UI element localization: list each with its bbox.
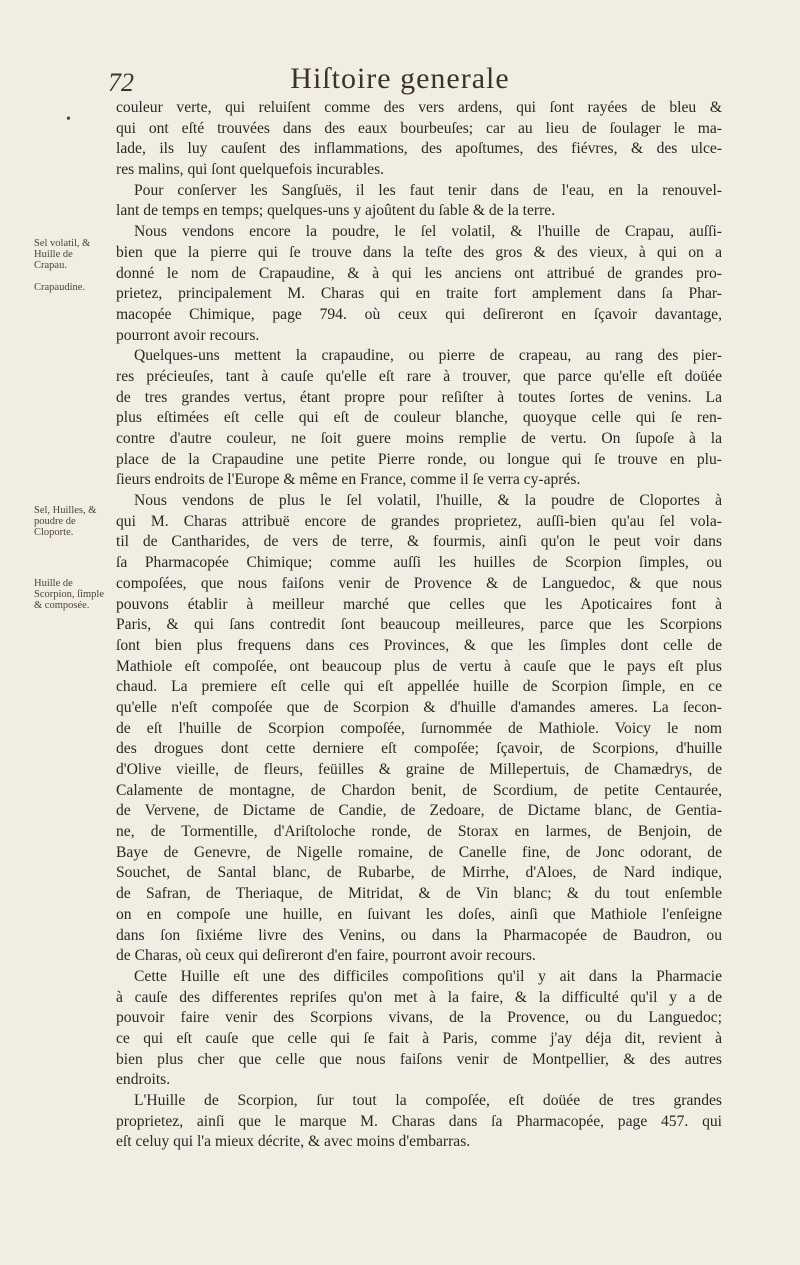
text-line: Mathiole eſt compoſée, ont beaucoup plus de vertu à cauſe que le pays eſt plus	[116, 657, 722, 675]
running-title: Hiſtoire generale	[290, 62, 510, 95]
text-line: Nous vendons de plus le ſel volatil, l'huille, & la poudre de Cloportes à	[134, 492, 722, 510]
text-line: res malins, qui ſont quelquefois incurables.	[116, 161, 385, 179]
text-line: Calamente de montagne, de Chardon benit, de Scordium, de petite Centaurée,	[116, 781, 722, 799]
text-line: res précieuſes, tant à cauſe qu'elle eſt rare à trouver, que parce qu'elle eſt doüée	[116, 367, 722, 385]
text-line: ce qui eſt cauſe que celle qui ſe fait à Paris, comme j'ay déja dit, revient à	[116, 1029, 722, 1047]
text-line: eſt celuy qui l'a mieux décrite, & avec moins d'embarras.	[116, 1133, 471, 1151]
text-line: de Vervene, de Dictame de Candie, de Zedoare, de Dictame blanc, de Gentia-	[116, 802, 722, 820]
text-line: Pour conſerver les Sangſuës, il les faut tenir dans de l'eau, en la renouvel-	[134, 181, 722, 199]
text-line: place de la Crapaudine une petite Pierre ronde, ou longue qui ſe trouve en plu-	[116, 450, 722, 468]
text-line: lant de temps en temps; quelques-uns y ajoûtent du ſable & de la terre.	[116, 202, 556, 220]
text-line: Quelques-uns mettent la crapaudine, ou pierre de crapeau, au rang des pier-	[134, 347, 722, 365]
margin-note: Huille de Scorpion, ſimple & composée.	[34, 578, 104, 611]
text-line: de tres grandes vertus, étant propre pour reſiſter à toutes ſortes de venins. La	[116, 388, 722, 406]
text-line: Cette Huille eſt une des difficiles compoſitions qu'il y ait dans la Pharmacie	[134, 967, 722, 985]
text-line: qui ont eſté trouvées dans des eaux bourbeuſes; car au lieu de ſoulager le ma-	[116, 119, 722, 137]
text-line: qui M. Charas attribuë encore de grandes proprietez, auſſi-bien qu'au ſel vola-	[116, 512, 722, 530]
paragraph	[116, 98, 722, 181]
text-line: pouvoir faire venir des Scorpions vivans, de la Provence, ou du Languedoc;	[116, 1009, 722, 1027]
text-line: Nous vendons encore la poudre, le ſel volatil, & l'huille de Crapau, auſſi-	[134, 223, 722, 241]
text-line: ſieurs endroits de l'Europe & même en France, comme il ſe verra cy-aprés.	[116, 471, 581, 489]
text-line: plus eſtimées eſt celle qui eſt de couleur blanche, quoyque celle qui ſe ren-	[116, 409, 722, 427]
text-line: bien que la pierre qui ſe trouve dans la teſte des gros & des vieux, à qui on a	[116, 243, 722, 261]
text-line: prietez, principalement M. Charas qui en traite fort amplement dans ſa Phar-	[116, 285, 722, 303]
text-line: de Charas, où ceux qui deſireront d'en faire, pourront avoir recours.	[116, 947, 536, 965]
text-line: ne, de Tormentille, d'Ariſtoloche ronde, de Storax en larmes, de Benjoin, de	[116, 823, 722, 841]
text-line: compoſées, que nous faiſons venir de Provence & de Languedoc, & que nous	[116, 574, 722, 592]
text-line: donné le nom de Crapaudine, & à qui les anciens ont attribué de grandes pro-	[116, 264, 722, 282]
text-line: des drogues dont cette derniere eſt compoſée; ſçavoir, de Scorpions, d'huille	[116, 740, 722, 758]
text-line: de eſt l'huille de Scorpion compoſée, ſurnommée de Mathiole. Voicy le nom	[116, 719, 722, 737]
text-line: qu'elle n'eſt compoſée que de Scorpion & d'huille d'amandes ameres. La ſecon-	[116, 698, 722, 716]
text-line: à cauſe des differentes repriſes qu'on met à la faire, & la difficulté qu'il y a de	[116, 988, 722, 1006]
page-number: 72	[108, 68, 134, 97]
text-line: pourront avoir recours.	[116, 326, 260, 344]
margin-note: Sel volatil, & Huille de Crapau.	[34, 238, 91, 271]
paragraph	[116, 491, 722, 967]
paragraph	[116, 181, 722, 222]
text-line: Baye de Genevre, de Nigelle romaine, de Canelle fine, de Jonc odorant, de	[116, 843, 722, 861]
text-line: ſont bien plus frequens dans ces Provinces, & que les ſimples dont celle de	[116, 636, 722, 654]
text-line: on en compoſe une huille, en ſuivant les doſes, ainſi que Mathiole l'enſeigne	[116, 905, 722, 923]
text-line: de Safran, de Theriaque, de Mitridat, & de Vin blanc; & du tout enſemble	[116, 885, 722, 903]
text-line: pouvons établir à meilleur marché que celles que les Apoticaires font à	[116, 595, 722, 613]
text-line: ſa Pharmacopée Chimique; comme auſſi les huilles de Scorpion ſimples, ou	[116, 554, 722, 572]
text-line: Paris, & qui ſans contredit ſont beaucoup meilleures, parce que les Scorpions	[116, 616, 722, 634]
paragraph	[116, 222, 722, 346]
paragraph	[116, 346, 722, 491]
paragraph	[116, 1091, 722, 1153]
text-line: d'Olive vieille, de fleurs, feüilles & graine de Millepertuis, de Chamædrys, de	[116, 761, 722, 778]
margin-bullet: •	[66, 112, 71, 127]
margin-note: Crapaudine.	[34, 282, 86, 293]
text-line: couleur verte, qui reluiſent comme des vers ardens, qui ſont rayées de bleu &	[116, 99, 722, 116]
text-line: dans ſon ſixiéme livre des Venins, ou dans la Pharmacopée de Baudron, ou	[116, 926, 722, 944]
text-line: lade, ils luy cauſent des inflammations, des apoſtumes, des fiévres, & des ulce-	[116, 140, 722, 158]
text-line: bien plus cher que celle que nous faiſons venir de Montpellier, & des autres	[116, 1050, 722, 1068]
page-header	[0, 62, 800, 102]
text-line: chaud. La premiere eſt celle qui eſt appellée huille de Scorpion ſimple, en ce	[116, 678, 722, 696]
text-line: L'Huille de Scorpion, ſur tout la compoſée, eſt doüée de tres grandes	[134, 1092, 722, 1109]
text-line: contre d'autre couleur, ne ſoit guere moins remplie de vertu. On ſupoſe à la	[116, 430, 722, 447]
text-line: til de Cantharides, de vers de terre, & fourmis, ainſi qu'on le peut voir dans	[116, 533, 722, 551]
text-line: macopée Chimique, page 794. où ceux qui deſireront en ſçavoir davantage,	[116, 305, 722, 323]
paragraph	[116, 967, 722, 1091]
text-line: proprietez, ainſi que le marque M. Charas dans ſa Pharmacopée, page 457. qui	[116, 1112, 722, 1130]
text-line: endroits.	[116, 1071, 171, 1089]
body-text	[116, 98, 722, 1153]
text-line: Souchet, de Santal blanc, de Rubarbe, de Mirrhe, d'Aloes, de Nard indique,	[116, 864, 722, 882]
margin-note: Sel, Huilles, & poudre de Cloporte.	[34, 505, 97, 538]
